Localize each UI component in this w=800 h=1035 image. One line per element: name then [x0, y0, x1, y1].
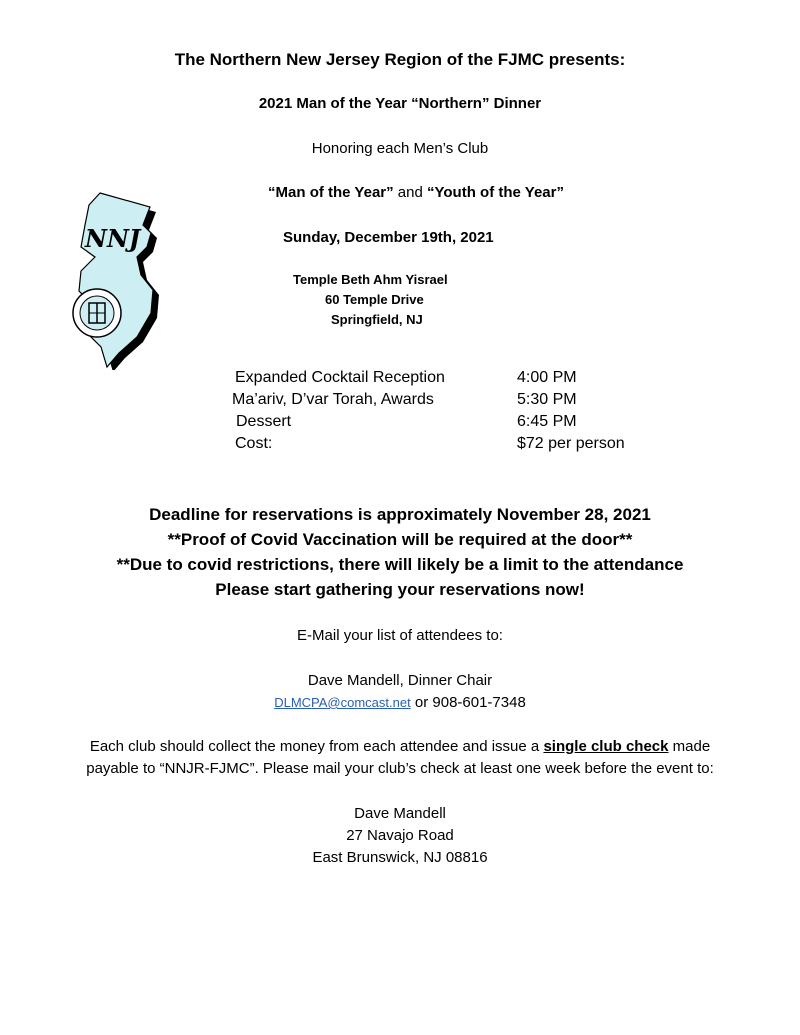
schedule-value: $72 per person — [517, 435, 625, 452]
vaccination-notice: **Proof of Covid Vaccination will be required at the door** — [167, 530, 633, 549]
gather-reservations-notice: Please start gathering your reservations now! — [215, 580, 585, 599]
dinner-chair: Dave Mandell, Dinner Chair — [307, 672, 493, 689]
award-joiner: and — [397, 184, 423, 201]
event-date: Sunday, December 19th, 2021 — [283, 229, 494, 246]
presenter-line: The Northern New Jersey Region of the FJMC presents: — [174, 50, 626, 69]
schedule-label: Cost: — [235, 435, 273, 452]
mailing-city: East Brunswick, NJ 08816 — [312, 849, 488, 866]
mailing-name: Dave Mandell — [354, 805, 446, 822]
award-man-of-year: “Man of the Year” — [268, 184, 394, 201]
contact-line — [0, 694, 800, 711]
attendance-limit-notice: **Due to covid restrictions, there will likely be a limit to the attendance — [116, 555, 684, 574]
payment-line-2: payable to “NNJR-FJMC”. Please mail your club’s check at least one week before the event to: — [86, 760, 714, 777]
venue-street: 60 Temple Drive — [325, 292, 424, 307]
single-club-check: single club check — [543, 738, 669, 755]
mailing-street: 27 Navajo Road — [346, 827, 454, 844]
award-youth-of-year: “Youth of the Year” — [427, 184, 564, 201]
email-prompt: E-Mail your list of attendees to: — [297, 627, 503, 644]
schedule-value: 6:45 PM — [517, 413, 577, 430]
payment-text-post: made — [672, 738, 711, 755]
schedule-value: 4:00 PM — [517, 369, 577, 386]
honoring-line: Honoring each Men’s Club — [311, 140, 489, 157]
schedule-label: Dessert — [236, 413, 292, 430]
nj-state-logo — [55, 185, 165, 370]
payment-text-pre: Each club should collect the money from each attendee and issue a — [89, 738, 540, 755]
phone-number: or 908-601-7348 — [414, 694, 526, 711]
schedule-label: Ma’ariv, D’var Torah, Awards — [232, 391, 434, 408]
payment-line-1 — [0, 738, 800, 755]
logo-text: NNJ — [85, 224, 141, 253]
deadline-notice: Deadline for reservations is approximately November 28, 2021 — [149, 505, 651, 524]
schedule-label: Expanded Cocktail Reception — [235, 369, 445, 386]
event-title: 2021 Man of the Year “Northern” Dinner — [258, 95, 542, 112]
venue-name: Temple Beth Ahm Yisrael — [293, 272, 448, 287]
email-link[interactable]: DLMCPA@comcast.net — [274, 695, 411, 710]
schedule-value: 5:30 PM — [517, 391, 577, 408]
venue-city: Springfield, NJ — [331, 312, 423, 327]
